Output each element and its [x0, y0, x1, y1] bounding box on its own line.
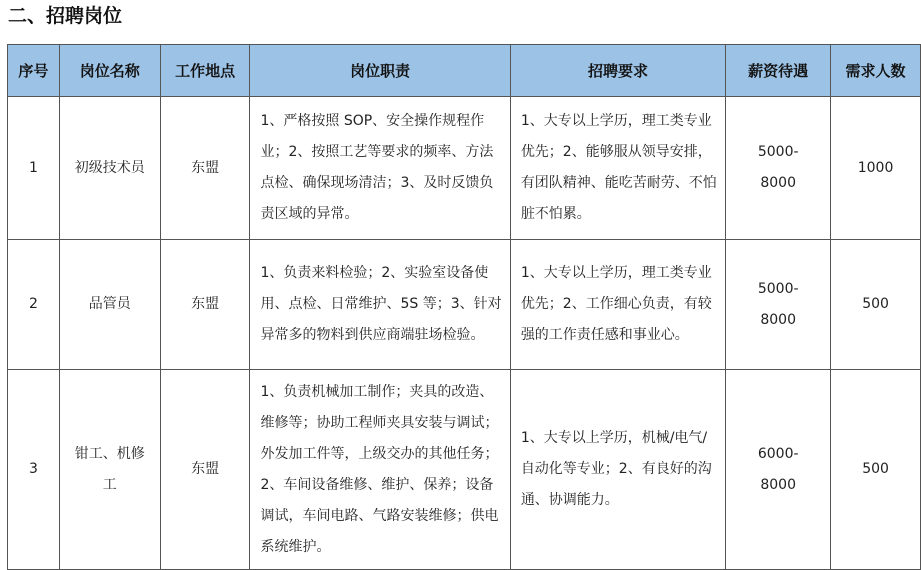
- cell-position: 初级技术员: [59, 97, 160, 240]
- header-requirements: 招聘要求: [510, 45, 725, 97]
- cell-no: 2: [8, 240, 60, 370]
- cell-location: 东盟: [160, 97, 250, 240]
- cell-requirements: 1、大专以上学历，机械/电气/自动化等专业；2、有良好的沟通、协调能力。: [510, 370, 725, 570]
- table-row: [8, 240, 921, 370]
- cell-salary: 5000-8000: [726, 97, 831, 240]
- cell-headcount: 500: [831, 370, 921, 570]
- header-salary: 薪资待遇: [726, 45, 831, 97]
- cell-requirements: 1、大专以上学历，理工类专业优先；2、能够服从领导安排，有团队精神、能吃苦耐劳、不怕脏不怕累。: [510, 97, 725, 240]
- cell-requirements: 1、大专以上学历，理工类专业优先；2、工作细心负责，有较强的工作责任感和事业心。: [510, 240, 725, 370]
- section-title: 二、招聘岗位: [8, 5, 123, 27]
- table-row: [8, 370, 921, 570]
- cell-location: 东盟: [160, 240, 250, 370]
- table-row: [8, 97, 921, 240]
- cell-no: 3: [8, 370, 60, 570]
- header-duties: 岗位职责: [250, 45, 510, 97]
- header-location: 工作地点: [160, 45, 250, 97]
- header-headcount: 需求人数: [831, 45, 921, 97]
- header-no: 序号: [8, 45, 60, 97]
- recruitment-table: [7, 44, 921, 570]
- cell-no: 1: [8, 97, 60, 240]
- cell-duties: 1、负责来料检验；2、实验室设备使用、点检、日常维护、5S 等；3、针对异常多的物料到供应商端驻场检验。: [250, 240, 510, 370]
- cell-headcount: 1000: [831, 97, 921, 240]
- cell-salary: 6000-8000: [726, 370, 831, 570]
- cell-duties: 1、严格按照 SOP、安全操作规程作业；2、按照工艺等要求的频率、方法点检、确保现场清洁；3、及时反馈负责区域的异常。: [250, 97, 510, 240]
- cell-duties: 1、负责机械加工制作；夹具的改造、维修等；协助工程师夹具安装与调试；外发加工件等，上级交办的其他任务；2、车间设备维修、维护、保养；设备调试，车间电路、气路安装维修；供电系统维护。: [250, 370, 510, 570]
- cell-position: 钳工、机修工: [59, 370, 160, 570]
- cell-headcount: 500: [831, 240, 921, 370]
- cell-location: 东盟: [160, 370, 250, 570]
- header-position: 岗位名称: [59, 45, 160, 97]
- cell-salary: 5000-8000: [726, 240, 831, 370]
- cell-position: 品管员: [59, 240, 160, 370]
- table-header-row: [8, 45, 921, 97]
